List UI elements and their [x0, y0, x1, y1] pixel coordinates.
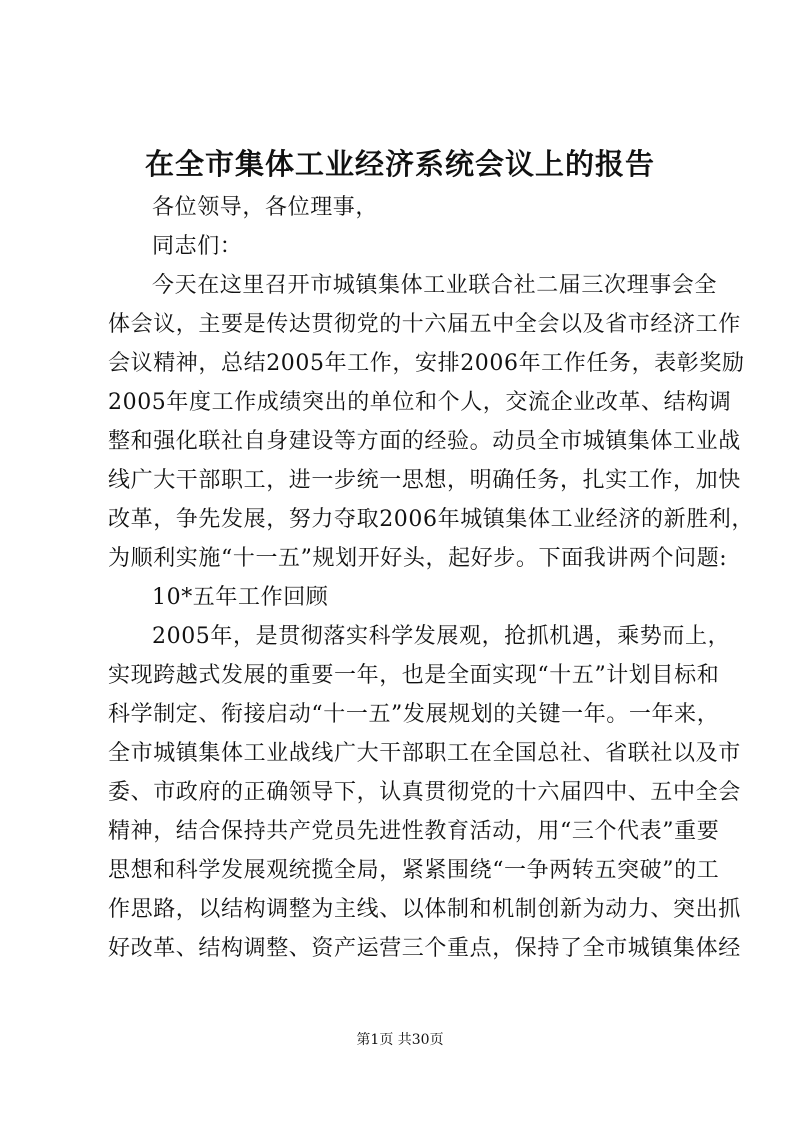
paragraph-line: 2005年度工作成绩突出的单位和个人，交流企业改革、结构调: [108, 390, 732, 415]
paragraph-line: 作思路，以结构调整为主线、以体制和机制创新为动力、突出抓: [108, 897, 741, 922]
salutation-line: 同志们：: [152, 234, 243, 259]
paragraph-line: 为顺利实施“十一五”规划开好头，起好步。下面我讲两个问题:: [108, 546, 728, 571]
paragraph-line: 整和强化联社自身建设等方面的经验。动员全市城镇集体工业战: [108, 429, 741, 454]
paragraph-line: 实现跨越式发展的重要一年，也是全面实现“十五”计划目标和: [108, 663, 720, 688]
paragraph-line: 会议精神，总结2005年工作，安排2006年工作任务，表彰奖励: [108, 351, 745, 376]
section-heading: 10*五年工作回顾: [152, 585, 329, 610]
paragraph-line: 委、市政府的正确领导下，认真贯彻党的十六届四中、五中全会: [108, 780, 741, 805]
paragraph-line: 线广大干部职工，进一步统一思想，明确任务，扎实工作，加快: [108, 468, 741, 493]
paragraph-line: 好改革、结构调整、资产运营三个重点，保持了全市城镇集体经: [108, 936, 741, 961]
paragraph-line: 今天在这里召开市城镇集体工业联合社二届三次理事会全: [152, 273, 718, 298]
paragraph-line: 全市城镇集体工业战线广大干部职工在全国总社、省联社以及市: [108, 741, 741, 766]
paragraph-line: 精神，结合保持共产党员先进性教育活动，用“三个代表”重要: [108, 819, 720, 844]
page-number-footer: 第1页 共30页: [356, 1032, 444, 1048]
document-title: 在全市集体工业经济系统会议上的报告: [144, 147, 655, 181]
paragraph-line: 思想和科学发展观统揽全局，紧紧围绕“一争两转五突破”的工: [108, 858, 720, 883]
paragraph-line: 体会议，主要是传达贯彻党的十六届五中全会以及省市经济工作: [108, 312, 741, 337]
paragraph-line: 科学制定、衔接启动“十一五”发展规划的关键一年。一年来，: [108, 702, 720, 727]
salutation-line: 各位领导，各位理事，: [152, 195, 379, 220]
paragraph-line: 改革，争先发展，努力夺取2006年城镇集体工业经济的新胜利，: [108, 507, 754, 532]
paragraph-line: 2005年，是贯彻落实科学发展观，抢抓机遇，乘势而上，: [152, 624, 731, 649]
